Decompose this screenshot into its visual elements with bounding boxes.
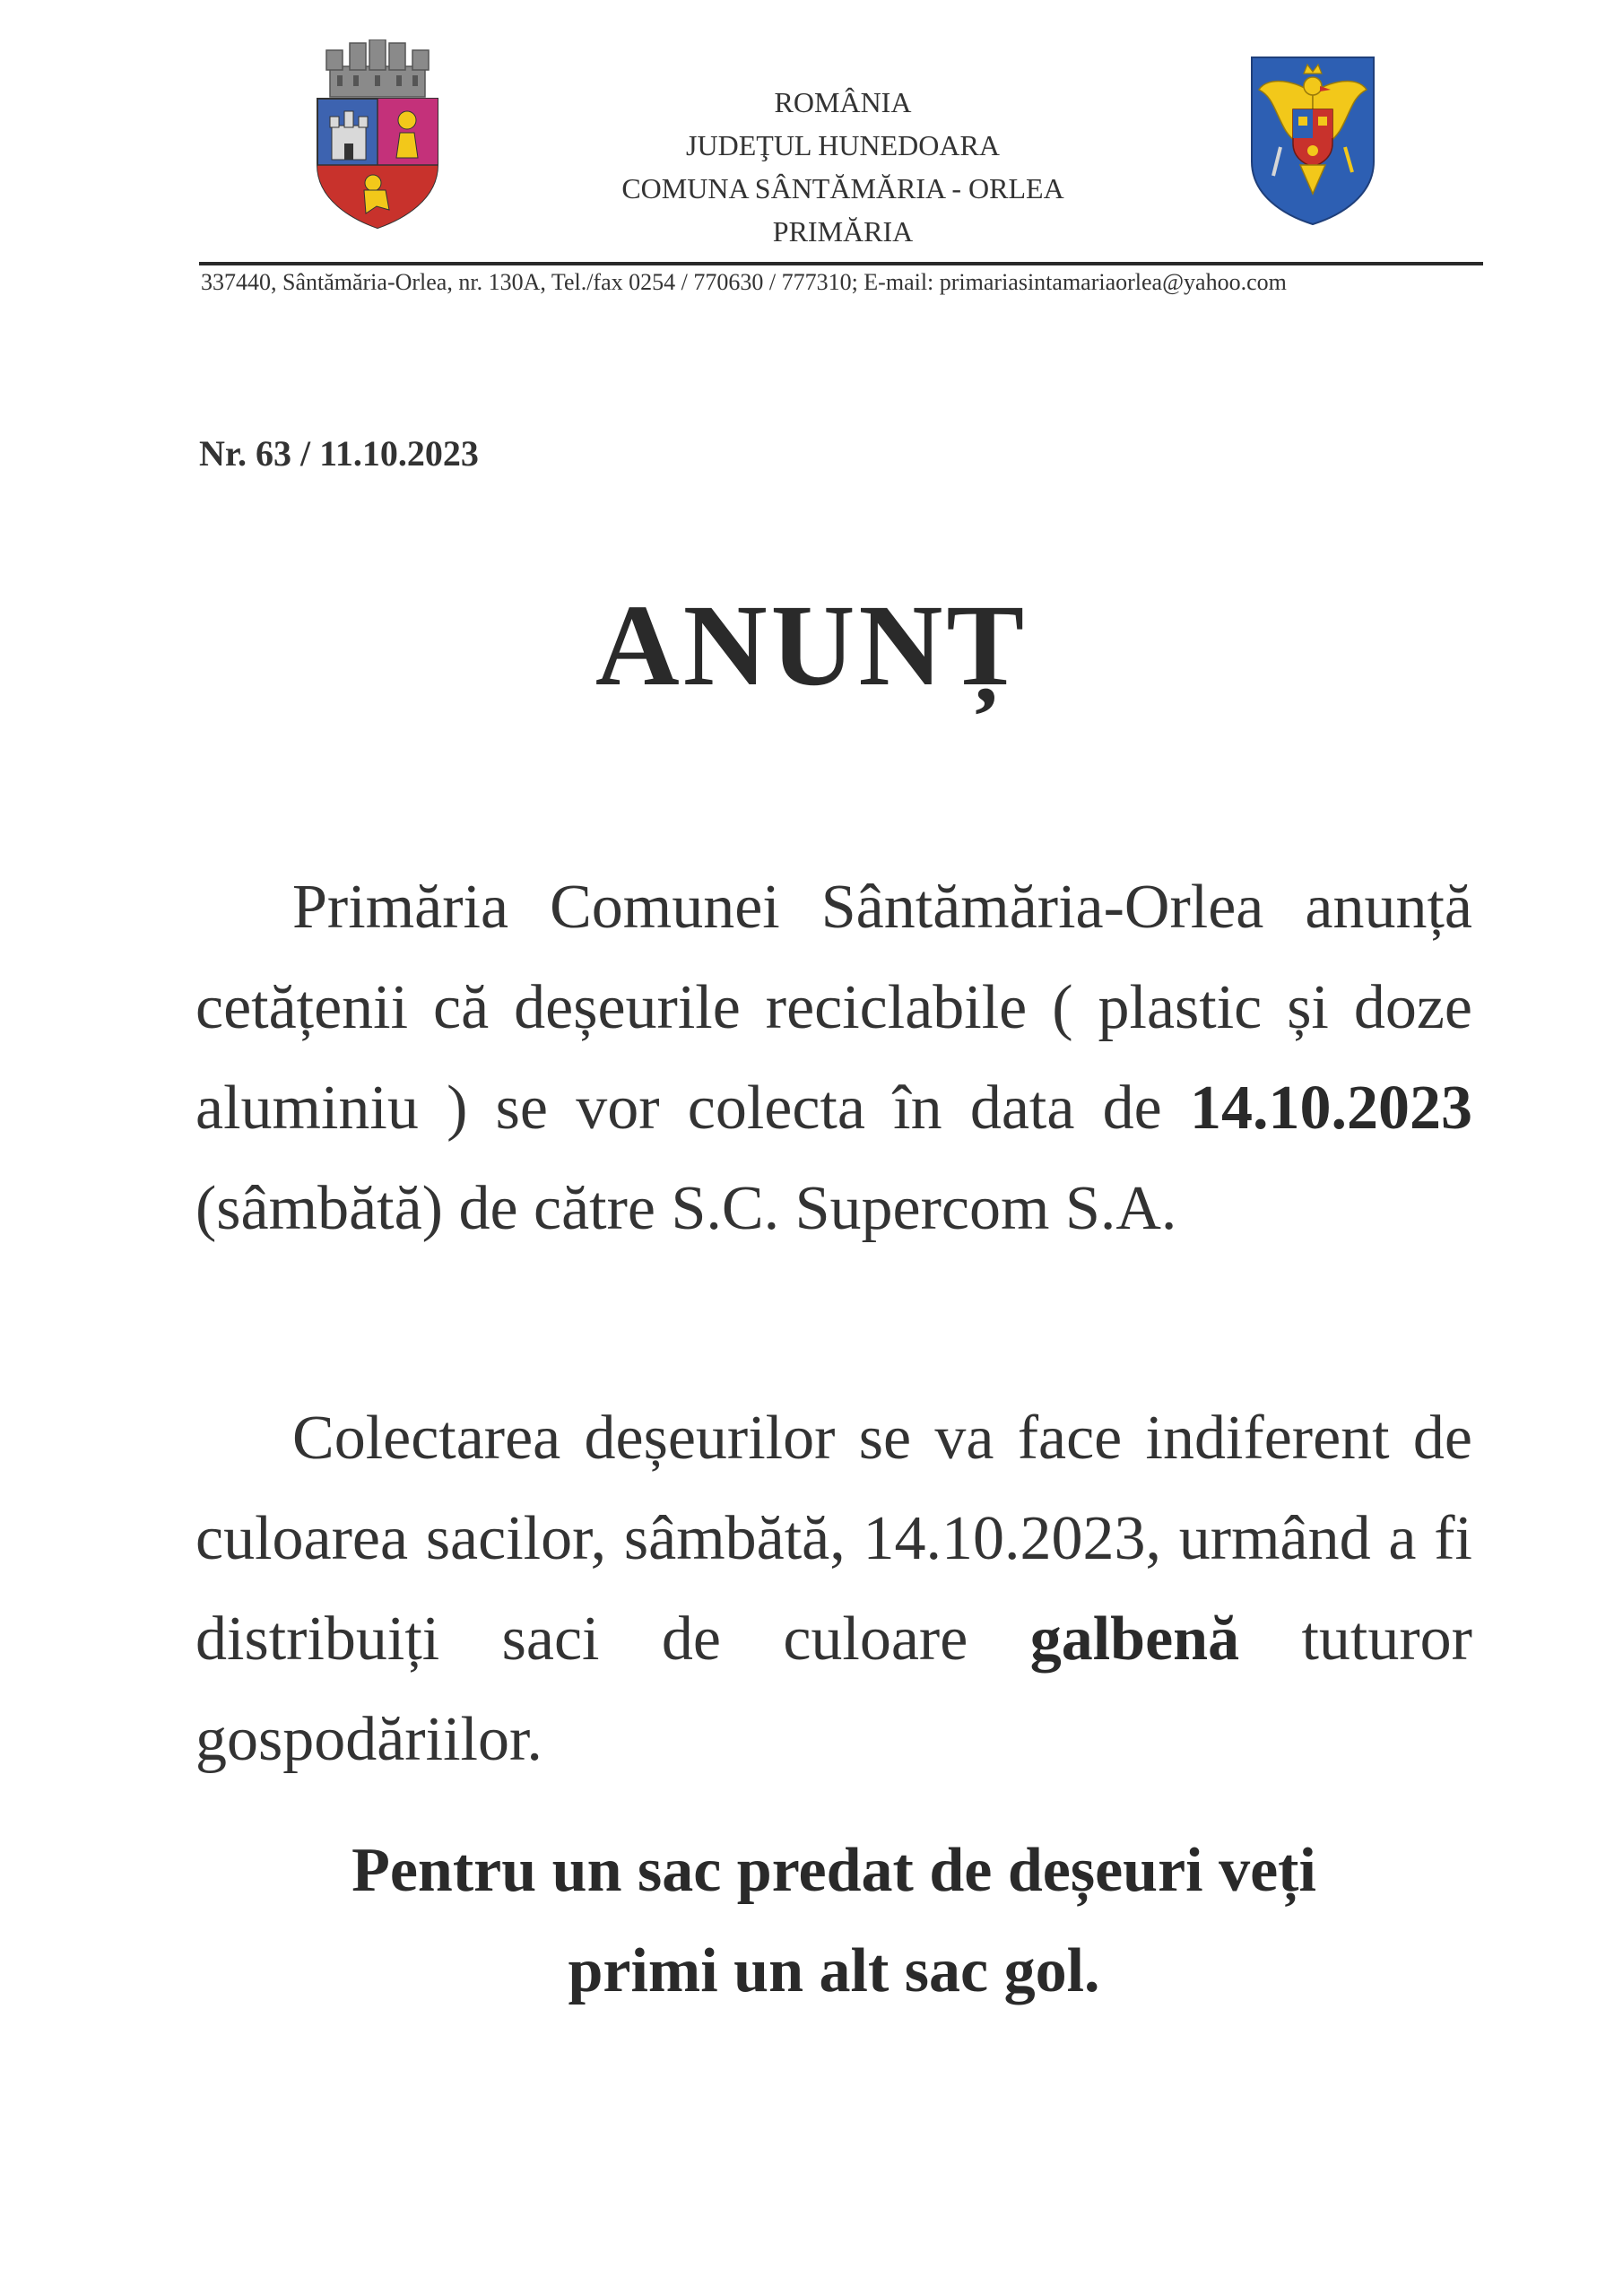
paragraph-2-text-before: Colectarea deșeurilor se va face indiferent de culoarea sacilor, sâmbătă, 14.10.2023, urmând a fi distribuiți saci de culoare bbox=[195, 1404, 1472, 1674]
contact-info: 337440, Sântămăria-Orlea, nr. 130A, Tel./fax 0254 / 770630 / 777310; E-mail: primariasintamariaorlea@yahoo.com bbox=[201, 269, 1287, 295]
paragraph-1-text-after: (sâmbătă) de către S.C. Supercom S.A. bbox=[195, 1174, 1177, 1243]
closing-line-1: Pentru un sac predat de deșeuri veți bbox=[352, 1836, 1316, 1905]
header-county: JUDEŢUL HUNEDOARA bbox=[686, 129, 1000, 161]
collection-date: 14.10.2023 bbox=[1190, 1074, 1472, 1143]
closing-statement bbox=[195, 1821, 1472, 2022]
closing-line-2: primi un alt sac gol. bbox=[568, 1936, 1100, 2005]
paragraph-1-text-before: Primăria Comunei Sântămăria-Orlea anunță cetățenii că deșeurile reciclabile ( plastic și doze aluminiu ) se vor colecta în data de bbox=[195, 873, 1472, 1143]
institution-header bbox=[484, 81, 1202, 253]
header-commune: COMUNA SÂNTĂMĂRIA - ORLEA bbox=[621, 172, 1064, 204]
header-divider bbox=[199, 262, 1483, 265]
announcement-paragraph-1 bbox=[195, 857, 1472, 1259]
announcement-paragraph-2 bbox=[195, 1388, 1472, 1790]
village-coat-of-arms-icon bbox=[314, 39, 441, 230]
paragraph-2-text-after: tuturor gospodăriilor. bbox=[195, 1605, 1472, 1774]
document-title: ANUNȚ bbox=[595, 581, 1028, 710]
header-country: ROMÂNIA bbox=[774, 86, 912, 118]
romania-coat-of-arms-icon bbox=[1248, 54, 1377, 226]
header-office: PRIMĂRIA bbox=[772, 215, 914, 248]
document-number: Nr. 63 / 11.10.2023 bbox=[199, 433, 479, 474]
bag-color: galbenă bbox=[1029, 1605, 1240, 1674]
